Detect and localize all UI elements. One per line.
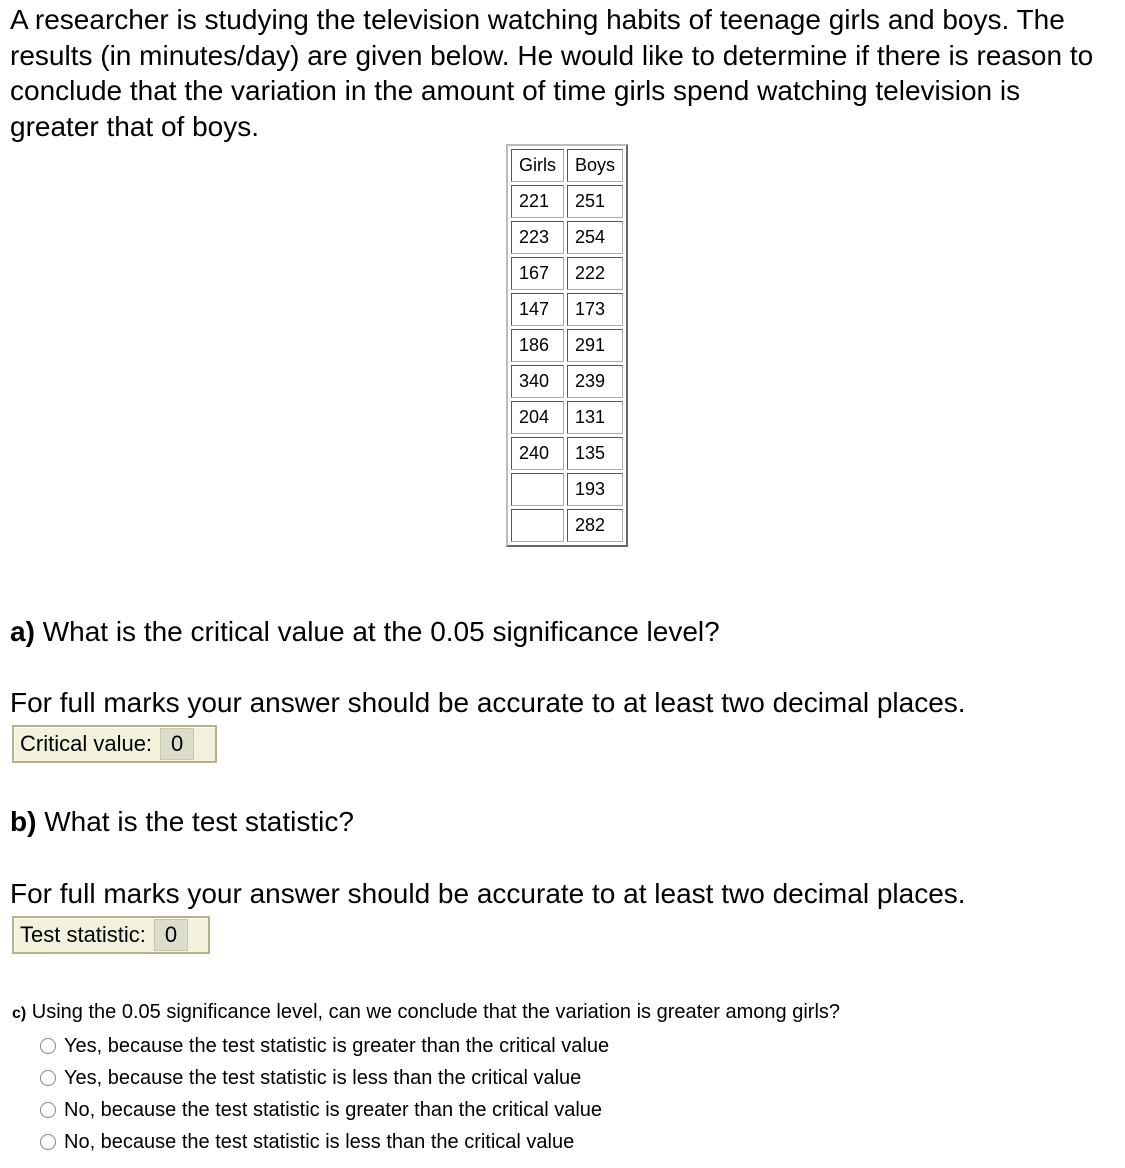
table-row <box>511 329 623 362</box>
option-no-less[interactable] <box>40 1126 609 1158</box>
cell-girls: 240 <box>511 437 564 470</box>
cell-boys: 282 <box>567 509 623 542</box>
option-label: Yes, because the test statistic is greater than the critical value <box>64 1034 610 1057</box>
critical-value-label: Critical value: <box>20 731 153 756</box>
table-row <box>511 185 623 218</box>
question-c-text: Using the 0.05 significance level, can we conclude that the variation is greater among girls? <box>31 1001 841 1023</box>
question-a-label: a) <box>10 616 35 647</box>
question-a <box>10 615 720 649</box>
critical-value-field <box>12 725 217 763</box>
cell-boys: 291 <box>567 329 623 362</box>
test-statistic-input[interactable]: 0 <box>154 919 188 951</box>
table-row <box>511 509 623 542</box>
table-row <box>511 473 623 506</box>
table-row <box>511 401 623 434</box>
header-boys: Boys <box>567 149 623 182</box>
cell-girls: 221 <box>511 185 564 218</box>
answer-options <box>40 1030 609 1158</box>
option-label: Yes, because the test statistic is less than the critical value <box>64 1066 582 1089</box>
cell-boys: 251 <box>567 185 623 218</box>
option-yes-greater[interactable] <box>40 1030 609 1062</box>
cell-boys: 254 <box>567 221 623 254</box>
cell-girls <box>511 509 564 542</box>
cell-girls <box>511 473 564 506</box>
radio-button[interactable] <box>40 1038 56 1054</box>
table-row <box>511 221 623 254</box>
cell-boys: 193 <box>567 473 623 506</box>
option-label: No, because the test statistic is greater than the critical value <box>64 1098 603 1121</box>
table-row <box>511 293 623 326</box>
cell-girls: 186 <box>511 329 564 362</box>
cell-girls: 204 <box>511 401 564 434</box>
question-b-text: What is the test statistic? <box>44 806 354 837</box>
table-header-row <box>511 149 623 182</box>
cell-boys: 239 <box>567 365 623 398</box>
cell-girls: 167 <box>511 257 564 290</box>
radio-button[interactable] <box>40 1070 56 1086</box>
data-table <box>506 144 628 547</box>
test-statistic-field <box>12 916 210 954</box>
radio-button[interactable] <box>40 1134 56 1150</box>
table-row <box>511 257 623 290</box>
question-c <box>12 998 840 1028</box>
question-b <box>10 805 354 839</box>
table-row <box>511 365 623 398</box>
cell-boys: 173 <box>567 293 623 326</box>
cell-girls: 340 <box>511 365 564 398</box>
option-label: No, because the test statistic is less than the critical value <box>64 1130 575 1153</box>
problem-statement: A researcher is studying the television watching habits of teenage girls and boys. The results (in minutes/day) are given below. He would like to determine if there is reason to conclude that the variation in the amount of time girls spend watching television is greater that of boys. <box>10 4 1094 142</box>
option-no-greater[interactable] <box>40 1094 609 1126</box>
question-b-instruction: For full marks your answer should be accurate to at least two decimal places. <box>10 878 966 909</box>
option-yes-less[interactable] <box>40 1062 609 1094</box>
cell-girls: 147 <box>511 293 564 326</box>
table-row <box>511 437 623 470</box>
cell-boys: 135 <box>567 437 623 470</box>
header-girls: Girls <box>511 149 564 182</box>
question-a-instruction: For full marks your answer should be accurate to at least two decimal places. <box>10 687 966 718</box>
radio-button[interactable] <box>40 1102 56 1118</box>
cell-boys: 222 <box>567 257 623 290</box>
critical-value-input[interactable]: 0 <box>160 728 194 760</box>
cell-boys: 131 <box>567 401 623 434</box>
question-b-label: b) <box>10 806 37 837</box>
question-c-label: c) <box>12 1005 27 1022</box>
cell-girls: 223 <box>511 221 564 254</box>
question-a-text: What is the critical value at the 0.05 significance level? <box>42 616 720 647</box>
test-statistic-label: Test statistic: <box>20 922 146 947</box>
